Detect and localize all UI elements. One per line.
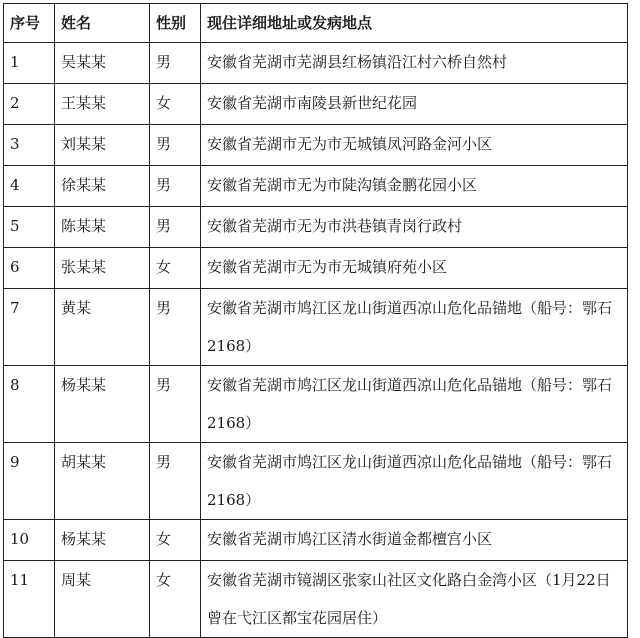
header-gender: 性别 (150, 4, 201, 43)
cell-gender: 男 (150, 166, 201, 207)
cell-address: 安徽省芜湖市芜湖县红杨镇沿江村六桥自然村 (201, 43, 628, 84)
header-name: 姓名 (55, 4, 150, 43)
cell-address: 安徽省芜湖市镜湖区张家山社区文化路白金湾小区（1月22日曾在弋江区都宝花园居住） (201, 561, 628, 638)
cell-name: 杨某某 (55, 366, 150, 443)
cases-table (3, 3, 628, 638)
cell-name: 杨某某 (55, 520, 150, 561)
cell-address: 安徽省芜湖市鸠江区龙山街道西凉山危化品锚地（船号：鄂石 2168） (201, 366, 628, 443)
cell-gender: 女 (150, 520, 201, 561)
cell-name: 胡某某 (55, 443, 150, 520)
table-row (4, 366, 628, 443)
table-row (4, 166, 628, 207)
cell-address: 安徽省芜湖市鸠江区龙山街道西凉山危化品锚地（船号：鄂石 2168） (201, 443, 628, 520)
cell-gender: 男 (150, 366, 201, 443)
cell-no: 7 (4, 289, 55, 366)
cell-gender: 女 (150, 248, 201, 289)
table-row (4, 84, 628, 125)
table-header-row (4, 4, 628, 43)
table-row (4, 520, 628, 561)
cell-gender: 男 (150, 207, 201, 248)
cell-name: 周某 (55, 561, 150, 638)
cell-no: 5 (4, 207, 55, 248)
cell-address: 安徽省芜湖市无为市陡沟镇金鹏花园小区 (201, 166, 628, 207)
cell-gender: 男 (150, 125, 201, 166)
table-row (4, 289, 628, 366)
cell-no: 1 (4, 43, 55, 84)
table-row (4, 248, 628, 289)
cell-address: 安徽省芜湖市南陵县新世纪花园 (201, 84, 628, 125)
cell-gender: 男 (150, 443, 201, 520)
cell-address: 安徽省芜湖市无为市无城镇凤河路金河小区 (201, 125, 628, 166)
cell-address: 安徽省芜湖市鸠江区清水街道金都檀宫小区 (201, 520, 628, 561)
header-no: 序号 (4, 4, 55, 43)
cell-gender: 男 (150, 289, 201, 366)
cell-no: 10 (4, 520, 55, 561)
cell-address: 安徽省芜湖市鸠江区龙山街道西凉山危化品锚地（船号：鄂石 2168） (201, 289, 628, 366)
cell-no: 3 (4, 125, 55, 166)
cell-name: 王某某 (55, 84, 150, 125)
cell-address: 安徽省芜湖市无为市洪巷镇青岗行政村 (201, 207, 628, 248)
header-address: 现住详细地址或发病地点 (201, 4, 628, 43)
table-row (4, 43, 628, 84)
table-row (4, 443, 628, 520)
cell-gender: 女 (150, 84, 201, 125)
cell-no: 9 (4, 443, 55, 520)
cell-name: 张某某 (55, 248, 150, 289)
cell-name: 吴某某 (55, 43, 150, 84)
table-row (4, 207, 628, 248)
cell-name: 黄某 (55, 289, 150, 366)
cell-name: 徐某某 (55, 166, 150, 207)
cell-no: 4 (4, 166, 55, 207)
cell-no: 11 (4, 561, 55, 638)
table-row (4, 125, 628, 166)
cell-name: 陈某某 (55, 207, 150, 248)
table-row (4, 561, 628, 638)
cell-address: 安徽省芜湖市无为市无城镇府苑小区 (201, 248, 628, 289)
cell-name: 刘某某 (55, 125, 150, 166)
cell-no: 6 (4, 248, 55, 289)
cell-gender: 女 (150, 561, 201, 638)
cell-gender: 男 (150, 43, 201, 84)
cell-no: 8 (4, 366, 55, 443)
cell-no: 2 (4, 84, 55, 125)
